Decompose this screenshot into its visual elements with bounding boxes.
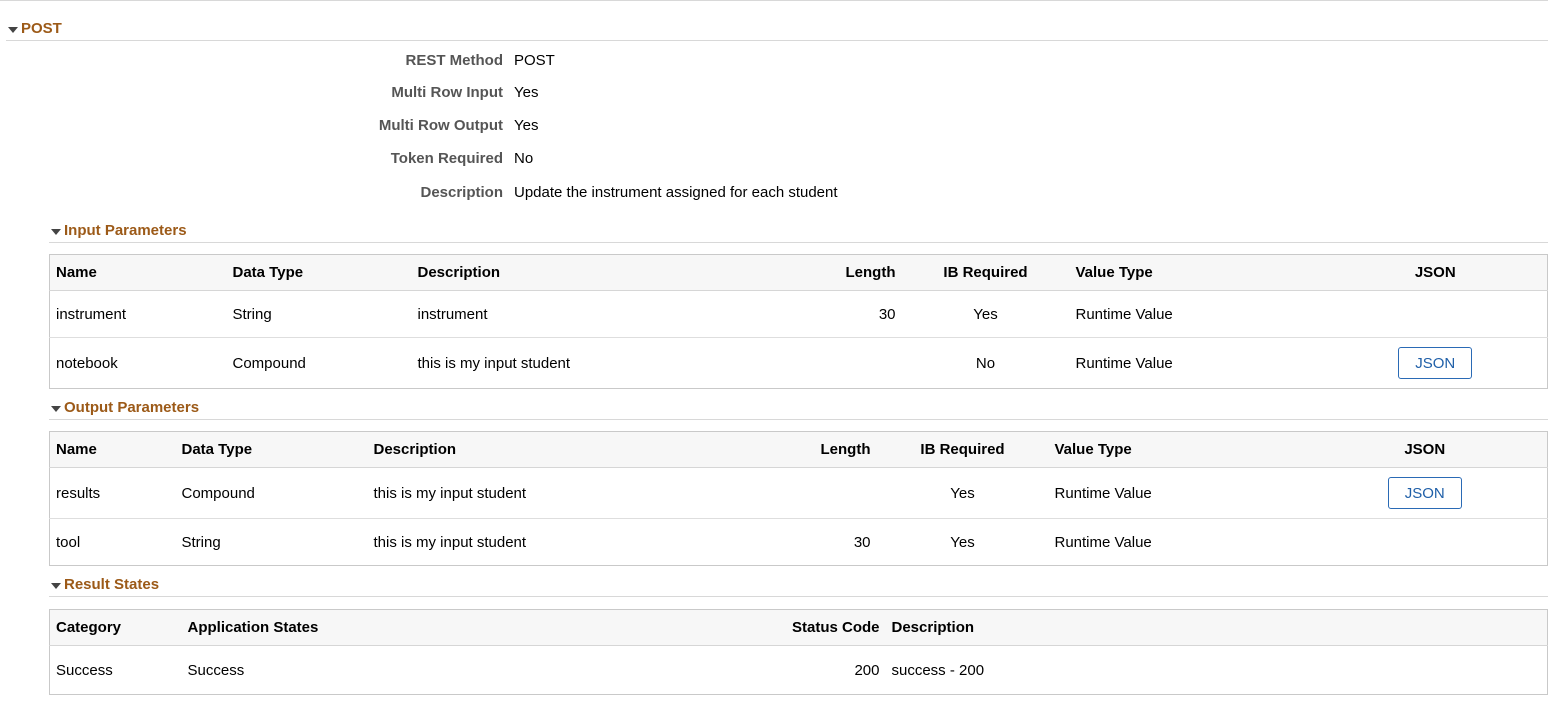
input-params-table: [49, 254, 1548, 389]
result-states-title: Result States: [64, 576, 160, 593]
result-description: success - 200: [891, 661, 985, 679]
table-header-row: [50, 432, 1548, 468]
json-button[interactable]: JSON: [1398, 347, 1472, 379]
result-category: Success: [56, 661, 113, 679]
json-button[interactable]: JSON: [1388, 477, 1462, 509]
param-value-type: Runtime Value: [1054, 533, 1152, 551]
input-params-title: Input Parameters: [64, 222, 187, 239]
param-description: instrument: [412, 291, 774, 338]
col-data-type: Data Type: [227, 255, 412, 291]
post-section-title: POST: [21, 20, 62, 37]
table-header-row: [50, 255, 1548, 291]
input-params-rule: [49, 242, 1548, 243]
multi-row-input-value: Yes: [514, 84, 539, 101]
col-length: Length: [749, 432, 877, 468]
param-type: String: [227, 291, 412, 338]
param-description: this is my input student: [417, 354, 571, 372]
col-value-type: Value Type: [1049, 432, 1303, 468]
param-name: results: [50, 468, 176, 519]
multi-row-input-label: Multi Row Input: [391, 84, 503, 101]
token-required-label: Token Required: [390, 150, 503, 167]
col-description: Description: [886, 610, 1548, 646]
param-json-cell: [1303, 519, 1548, 566]
col-ib-required: IB Required: [902, 255, 1070, 291]
param-json-cell: [1324, 291, 1548, 338]
top-divider: [0, 0, 1548, 1]
collapse-triangle-icon[interactable]: [51, 406, 61, 412]
param-length: 30: [853, 533, 871, 551]
output-params-table: [49, 431, 1548, 566]
result-status-code: 200: [854, 661, 880, 679]
param-description: this is my input student: [373, 533, 527, 551]
result-states-rule: [49, 596, 1548, 597]
post-section-header[interactable]: [8, 20, 62, 37]
col-name: Name: [50, 432, 176, 468]
col-name: Name: [50, 255, 227, 291]
param-name: instrument: [50, 291, 227, 338]
col-value-type: Value Type: [1070, 255, 1324, 291]
param-value-type: Runtime Value: [1049, 468, 1303, 519]
description-value: Update the instrument assigned for each student: [514, 184, 838, 201]
result-states-header[interactable]: [51, 576, 159, 593]
param-name: tool: [56, 533, 81, 551]
col-category: Category: [50, 610, 182, 646]
param-ib-required: No: [975, 354, 996, 372]
param-name: notebook: [56, 354, 118, 372]
param-ib-required: Yes: [877, 468, 1049, 519]
table-row: [50, 291, 1548, 338]
param-ib-required: Yes: [902, 291, 1070, 338]
multi-row-output-label: Multi Row Output: [378, 117, 503, 134]
col-ib-required: IB Required: [877, 432, 1049, 468]
param-type: String: [181, 533, 221, 551]
param-type: Compound: [232, 354, 306, 372]
col-json: JSON: [1303, 432, 1548, 468]
table-header-row: [50, 610, 1548, 646]
collapse-triangle-icon[interactable]: [8, 27, 18, 33]
table-row: [50, 519, 1548, 566]
input-params-header[interactable]: [51, 222, 187, 239]
param-length: 30: [774, 291, 902, 338]
table-row: [50, 468, 1548, 519]
rest-method-label: REST Method: [405, 52, 503, 69]
col-application-states: Application States: [182, 610, 634, 646]
rest-method-value: POST: [514, 52, 555, 69]
param-description: this is my input student: [368, 468, 749, 519]
param-json-cell: [1303, 468, 1548, 519]
result-app-state: Success: [187, 661, 245, 679]
token-required-value: No: [514, 150, 534, 167]
description-label: Description: [420, 184, 503, 201]
col-length: Length: [774, 255, 902, 291]
multi-row-output-value: Yes: [514, 117, 539, 134]
output-params-header[interactable]: [51, 399, 199, 416]
param-json-cell: [1324, 338, 1548, 389]
col-status-code: Status Code: [634, 610, 886, 646]
collapse-triangle-icon[interactable]: [51, 583, 61, 589]
post-section-rule: [6, 40, 1548, 41]
param-ib-required: Yes: [950, 533, 975, 551]
result-states-table: [49, 609, 1548, 695]
param-length: [749, 468, 877, 519]
table-row: [50, 338, 1548, 389]
col-description: Description: [412, 255, 774, 291]
param-value-type: Runtime Value: [1075, 354, 1173, 372]
col-description: Description: [368, 432, 749, 468]
table-row: [50, 646, 1548, 695]
param-type: Compound: [176, 468, 368, 519]
col-json: JSON: [1324, 255, 1548, 291]
param-value-type: Runtime Value: [1070, 291, 1324, 338]
output-params-rule: [49, 419, 1548, 420]
output-params-title: Output Parameters: [64, 399, 200, 416]
param-length: [774, 338, 902, 389]
col-data-type: Data Type: [176, 432, 368, 468]
collapse-triangle-icon[interactable]: [51, 229, 61, 235]
